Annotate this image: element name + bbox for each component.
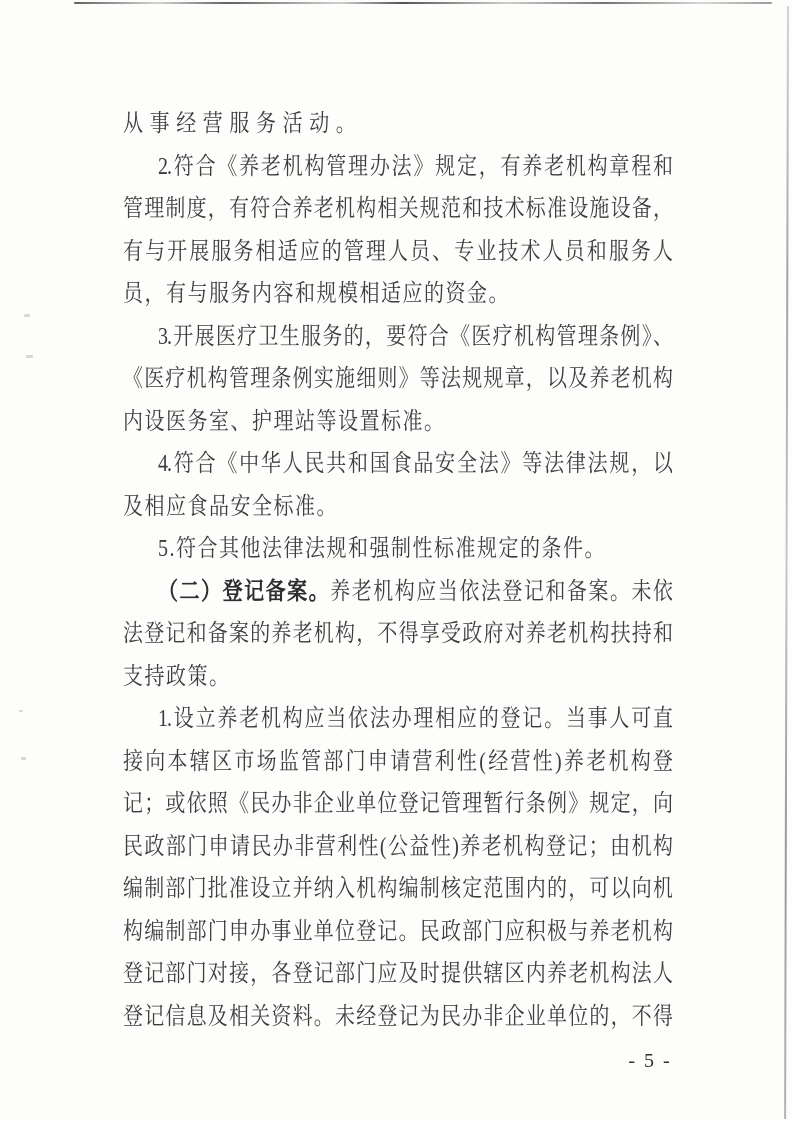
text-segment: 养老机构应当依法登记和备案。未依 (330, 578, 672, 605)
text-segment: 内设医务室、护理站等设置标准。 (123, 408, 446, 435)
text-segment: 编制部门批准设立并纳入机构编制核定范围内的，可以向机 (123, 875, 672, 903)
document-body (123, 103, 672, 1038)
text-segment: 支持政策。 (123, 663, 231, 690)
text-segment: 3.开展医疗卫生服务的，要符合《医疗机构管理条例》、 (158, 323, 672, 350)
text-segment: 《医疗机构管理条例实施细则》等法规规章，以及养老机构 (123, 365, 672, 393)
text-segment: 5.符合其他法律法规和强制性标准规定的条件。 (158, 535, 606, 563)
text-segment: 民政部门申请民办非营利性(公益性)养老机构登记；由机构 (123, 833, 672, 860)
scan-right-edge-line (784, 6, 789, 1119)
text-segment: 接向本辖区市场监管部门申请营利性(经营性)养老机构登 (123, 748, 672, 775)
text-segment: 法登记和备案的养老机构，不得享受政府对养老机构扶持和 (123, 620, 672, 648)
text-segment: 登记信息及相关资料。未经登记为民办非企业单位的，不得 (123, 1003, 672, 1030)
section-heading: （二）登记备案。 (158, 578, 331, 605)
text-segment: 记；或依照《民办非企业单位登记管理暂行条例》规定，向 (123, 790, 672, 818)
scan-speckle (26, 355, 33, 358)
scan-speckle (24, 314, 30, 317)
page-number: - 5 - (628, 1050, 672, 1072)
text-segment: 员，有与服务内容和规模相适应的资金。 (123, 280, 510, 308)
text-segment: 2.符合《养老机构管理办法》规定，有养老机构章程和 (158, 153, 672, 180)
text-segment: 构编制部门申办事业单位登记。民政部门应积极与养老机构 (123, 918, 672, 945)
text-segment: 及相应食品安全标准。 (123, 493, 338, 520)
text-segment: 从事经营服务活动。 (123, 110, 363, 138)
scan-speckle (19, 710, 23, 712)
scan-speckle (21, 757, 26, 760)
text-segment: 1.设立养老机构应当依法办理相应的登记。当事人可直 (158, 705, 672, 733)
text-segment: 有与开展服务相适应的管理人员、专业技术人员和服务人 (123, 238, 672, 265)
text-segment: 管理制度，有符合养老机构相关规范和技术标准设施设备， (123, 195, 672, 223)
text-segment: 登记部门对接，各登记部门应及时提供辖区内养老机构法人 (123, 960, 672, 988)
text-line (123, 991, 672, 1042)
text-segment: 4.符合《中华人民共和国食品安全法》等法律法规，以 (158, 450, 672, 478)
scan-top-edge-line (74, 2, 772, 4)
